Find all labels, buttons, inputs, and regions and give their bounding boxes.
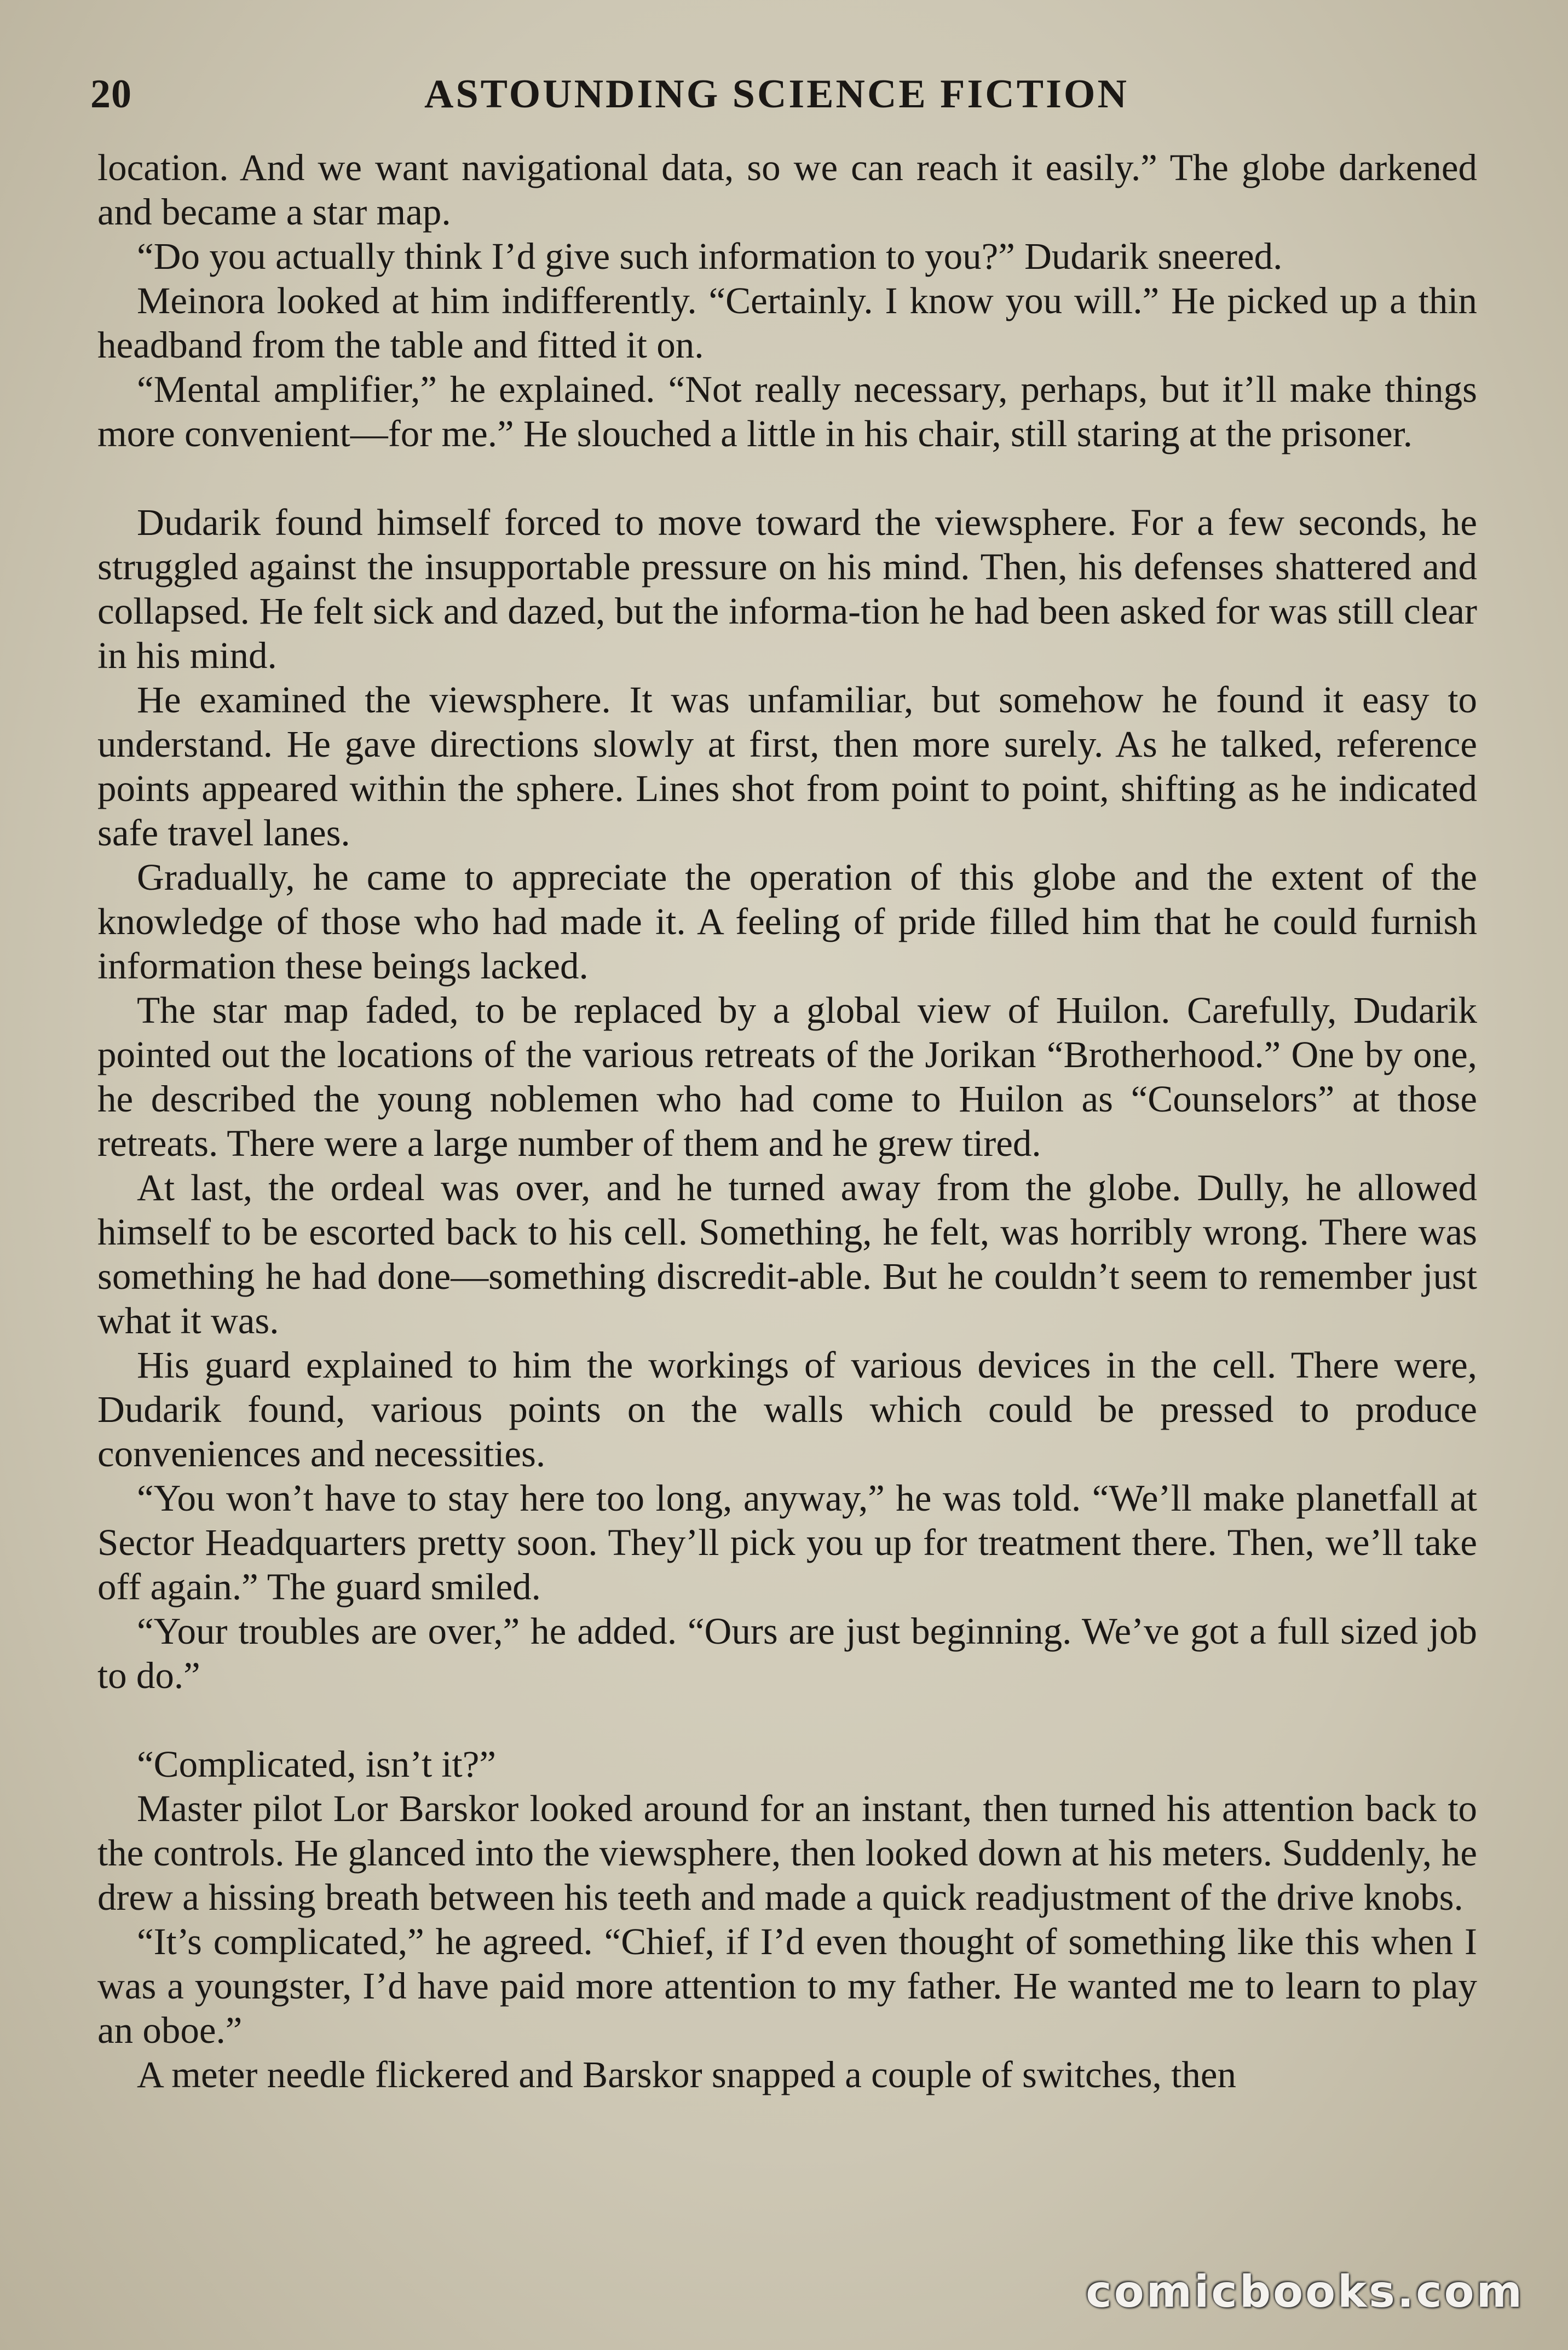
- paragraph: His guard explained to him the workings of various devices in the cell. There were, Dudarik found, various points on the walls which could be pressed to produce conveniences and necessities.: [97, 1344, 1477, 1474]
- paragraph: At last, the ordeal was over, and he turned away from the globe. Dully, he allowed himself to be escorted back to his cell. Something, he felt, was horribly wrong. There was something he had done—something discredit-able. But he couldn’t seem to remember just what it was.: [97, 1167, 1477, 1341]
- paragraph: The star map faded, to be replaced by a global view of Huilon. Carefully, Dudarik pointed out the locations of the various retreats of the Jorikan “Brotherhood.” One by one, he described the young noblemen who had come to Huilon as “Counselors” at those retreats. There were a large number of them and he grew tired.: [97, 989, 1477, 1164]
- page-header: [90, 71, 1481, 131]
- paragraph: “It’s complicated,” he agreed. “Chief, if I’d even thought of something like this when I was a youngster, I’d have paid more attention to my father. He wanted me to learn to play an oboe.”: [97, 1921, 1477, 2051]
- running-head: ASTOUNDING SCIENCE FICTION: [424, 72, 1129, 117]
- story-text: [97, 146, 1477, 2097]
- page-number: 20: [90, 72, 132, 117]
- paragraph: “Complicated, isn’t it?”: [137, 1743, 496, 1785]
- paragraph: A meter needle flickered and Barskor snapped a couple of switches, then: [137, 2054, 1236, 2095]
- paragraph: He examined the viewsphere. It was unfamiliar, but somehow he found it easy to understand. He gave directions slowly at first, then more surely. As he talked, reference points appeared within the sphere. Lines shot from point to point, shifting as he indicated safe travel lanes.: [97, 679, 1477, 854]
- watermark: comicbooks.com: [1086, 2266, 1524, 2317]
- paragraph: Master pilot Lor Barskor looked around for an instant, then turned his attention back to the controls. He glanced into the viewsphere, then looked down at his meters. Suddenly, he drew a hissing breath between his teeth and made a quick readjustment of the drive knobs.: [97, 1788, 1477, 1918]
- paragraph: location. And we want navigational data, so we can reach it easily.” The globe darkened and became a star map.: [97, 147, 1477, 233]
- paragraph: Meinora looked at him indifferently. “Certainly. I know you will.” He picked up a thin headband from the table and fitted it on.: [97, 280, 1477, 366]
- paragraph: “Mental amplifier,” he explained. “Not really necessary, perhaps, but it’ll make things more convenient—for me.” He slouched a little in his chair, still staring at the prisoner.: [97, 368, 1477, 454]
- paragraph: “Your troubles are over,” he added. “Ours are just beginning. We’ve got a full sized job to do.”: [97, 1610, 1477, 1696]
- paragraph: Gradually, he came to appreciate the operation of this globe and the extent of the knowledge of those who had made it. A feeling of pride filled him that he could furnish information these beings lacked.: [97, 856, 1477, 987]
- paragraph: “You won’t have to stay here too long, anyway,” he was told. “We’ll make planetfall at Sector Headquarters pretty soon. They’ll pick you up for treatment there. Then, we’ll take off again.” The guard smiled.: [97, 1477, 1477, 1608]
- paragraph: “Do you actually think I’d give such information to you?” Dudarik sneered.: [137, 235, 1283, 277]
- paragraph: Dudarik found himself forced to move toward the viewsphere. For a few seconds, he struggled against the insupportable pressure on his mind. Then, his defenses shattered and collapsed. He felt sick and dazed, but the informa-tion he had been asked for was still clear in his mind.: [97, 502, 1477, 676]
